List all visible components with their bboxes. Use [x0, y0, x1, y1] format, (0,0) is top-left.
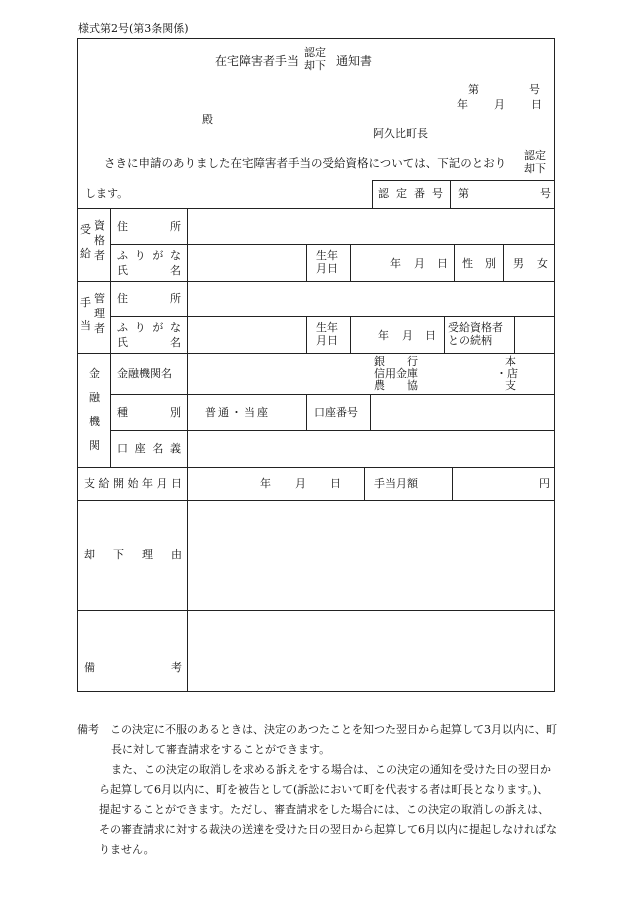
bank-char-3: 機 [89, 415, 100, 428]
recipient-name-label: 氏 名 [117, 264, 181, 277]
notes-paragraph-1: 備考 この決定に不服のあるときは、決定のあつたことを知つた翌日から起算して3月以内に、町長に対して審査請求をすることができます。 [77, 723, 557, 756]
bank-char-2: 融 [89, 391, 100, 404]
payment-day: 日 [330, 477, 341, 490]
date-day: 日 [531, 98, 542, 111]
date-year: 年 [457, 98, 468, 111]
manager-birth-year: 年 [378, 329, 389, 342]
recipient-birth-year: 年 [390, 257, 401, 270]
recipient-furigana-label: ふ り が な [117, 249, 181, 262]
intro-choice [524, 150, 546, 175]
issuer-name: 阿久比町長 [373, 127, 428, 140]
sex-female: 女 [537, 257, 548, 270]
intro-option-approve: 認定 [524, 149, 546, 162]
recipient-birth-day: 日 [437, 257, 448, 270]
bank-char-4: 関 [89, 439, 100, 452]
manager-char-5: 者 [94, 322, 105, 335]
recipient-char-3: 資 [94, 219, 105, 232]
manager-char-2: 当 [80, 319, 91, 332]
payment-month: 月 [295, 477, 306, 490]
branch-main: 本 [505, 355, 516, 368]
institution-nokyo: 農 協 [374, 379, 418, 392]
intro-option-reject: 却下 [524, 161, 546, 175]
notes-head: 備考 [77, 723, 99, 736]
recipient-char-1: 受 [80, 223, 91, 236]
cert-number-dai: 第 [458, 187, 469, 200]
payment-start-label: 支 給 開 始 年 月 日 [84, 477, 182, 490]
bank-char-1: 金 [89, 367, 100, 380]
recipient-birth-month: 月 [414, 257, 425, 270]
branch-store: ・店 [496, 367, 518, 380]
manager-name-label: 氏 名 [117, 336, 181, 349]
manager-furigana-label: ふ り が な [117, 321, 181, 334]
branch-sub: 支 [505, 379, 516, 392]
relation-label: 受給資格者 との続柄 [448, 321, 503, 347]
cert-number-go: 号 [540, 187, 551, 200]
recipient-sex-label: 性 別 [462, 257, 496, 270]
intro-text: さきに申請のありました在宅障害者手当の受給資格については、下記のとおり [104, 156, 507, 170]
manager-birth-month: 月 [402, 329, 413, 342]
bank-name-label: 金融機関名 [117, 367, 172, 380]
intro-end: します。 [85, 187, 129, 200]
manager-address-label: 住 所 [117, 292, 181, 305]
manager-char-3: 管 [94, 292, 105, 305]
payment-year: 年 [260, 477, 271, 490]
account-number-label: 口座番号 [314, 406, 358, 419]
institution-bank: 銀 行 [374, 355, 418, 368]
recipient-address-label: 住 所 [117, 220, 181, 233]
addressee-suffix: 殿 [202, 113, 213, 126]
account-type-value: 普通・当座 [205, 406, 270, 419]
form-number-label: 様式第2号(第3条関係) [78, 22, 189, 35]
title-option-reject: 却下 [304, 58, 326, 72]
title-suffix: 通知書 [336, 54, 373, 68]
recipient-char-5: 者 [94, 249, 105, 262]
recipient-char-2: 給 [80, 247, 91, 260]
title-prefix: 在宅障害者手当 [215, 54, 300, 68]
doc-number-dai: 第 [468, 83, 479, 96]
manager-char-4: 理 [94, 307, 105, 320]
title-choice [304, 47, 326, 72]
notes-paragraph-2: また、この決定の取消しを求める訴えをする場合は、この決定の通知を受けた日の翌日から起算して6月以内に、町を被告として(訴訟において町を代表する者は町長となります。)、提起することができます。ただし、審査請求をした場合には、この決定の取消しの訴えは、その審査請求に対する裁決の送達を受けた日の翌日から起算して6月以内に提起しなければなりません。 [99, 763, 557, 856]
manager-char-1: 手 [80, 296, 91, 309]
title-option-approve: 認定 [304, 46, 326, 59]
sex-male: 男 [513, 257, 524, 270]
date-month: 月 [494, 98, 505, 111]
doc-number-go: 号 [529, 83, 540, 96]
remarks-label: 備 考 [84, 661, 182, 674]
yen-unit: 円 [539, 477, 550, 490]
cert-number-label: 認 定 番 号 [378, 187, 443, 200]
recipient-birth-label: 生年 月日 [316, 249, 338, 275]
monthly-amount-label: 手当月額 [374, 477, 418, 490]
manager-birth-label: 生年 月日 [316, 321, 338, 347]
notice-form-frame [77, 38, 555, 692]
manager-birth-day: 日 [425, 329, 436, 342]
account-holder-label: 口 座 名 義 [117, 442, 181, 455]
rejection-reason-label: 却 下 理 由 [84, 548, 182, 561]
account-type-label: 種 別 [117, 406, 181, 419]
recipient-char-4: 格 [94, 234, 105, 247]
notes-section [77, 720, 557, 860]
institution-shinkin: 信用金庫 [374, 367, 418, 380]
